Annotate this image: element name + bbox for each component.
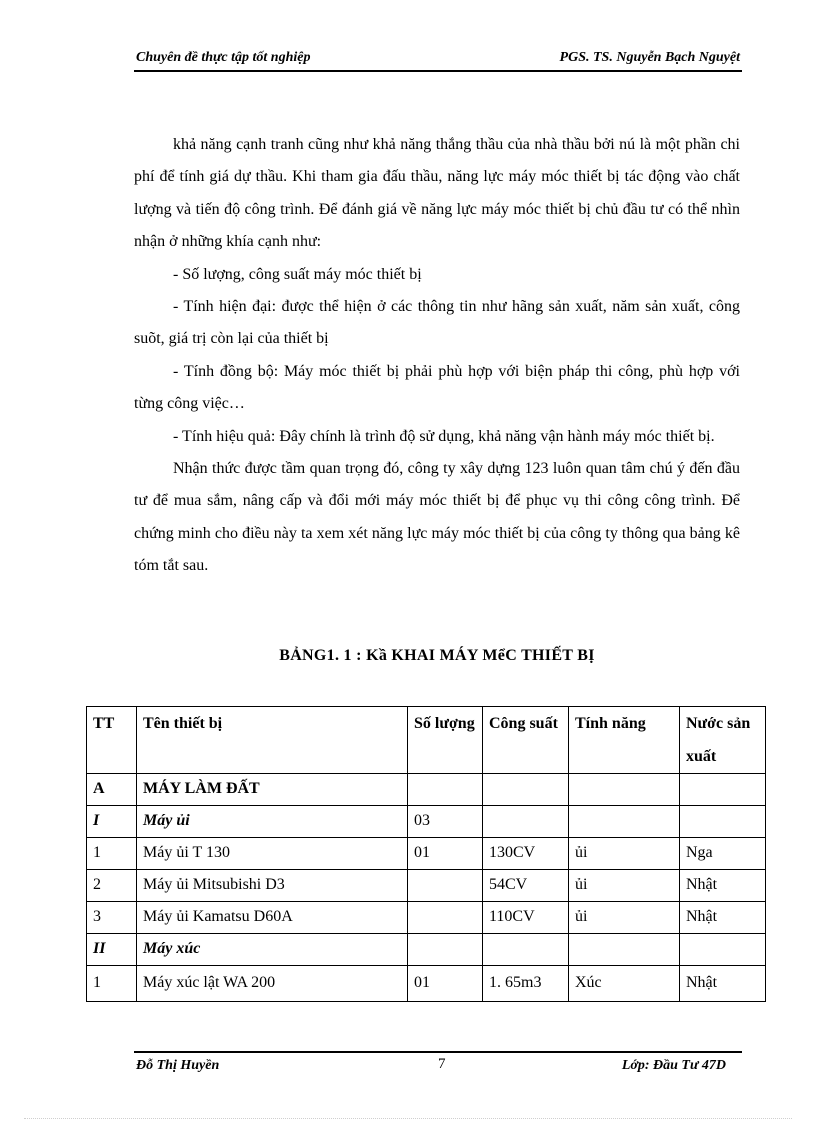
cell-tt: 3 <box>87 902 137 934</box>
cell-country <box>680 934 766 966</box>
paragraph-efficiency: - Tính hiệu quả: Đây chính là trình độ sử dụng, khả năng vận hành máy móc thiết bị. <box>173 427 715 445</box>
header-tt: TT <box>87 707 137 774</box>
cell-name: MÁY LÀM ĐẤT <box>137 774 408 806</box>
cell-qty: 01 <box>408 838 483 870</box>
table-row <box>87 838 766 870</box>
table-row <box>87 966 766 1002</box>
cell-feature: Xúc <box>569 966 680 1002</box>
cell-tt: A <box>87 774 137 806</box>
cell-power <box>483 774 569 806</box>
page-bottom-dotted-line <box>24 1118 792 1119</box>
cell-qty: 03 <box>408 806 483 838</box>
cell-feature: ủi <box>569 838 680 870</box>
cell-country <box>680 774 766 806</box>
cell-power: 1. 65m3 <box>483 966 569 1002</box>
paragraph-synchronicity: - Tính đồng bộ: Máy móc thiết bị phải phù hợp với biện pháp thi công, phù hợp với từng công việc… <box>134 362 740 413</box>
cell-power: 110CV <box>483 902 569 934</box>
table-row <box>87 806 766 838</box>
cell-tt: 1 <box>87 838 137 870</box>
cell-qty <box>408 774 483 806</box>
page-footer <box>134 1051 742 1083</box>
page-header <box>134 48 742 72</box>
table-title: BẢNG1. 1 : Kầ KHAI MÁY MểC THIẾT BỊ <box>279 647 595 664</box>
cell-qty <box>408 934 483 966</box>
equipment-table <box>86 706 766 1002</box>
cell-tt: 2 <box>87 870 137 902</box>
header-country: Nước sản xuất <box>680 707 766 774</box>
cell-feature: ủi <box>569 902 680 934</box>
page-number: 7 <box>438 1056 446 1072</box>
footer-class: Lớp: Đầu Tư 47D <box>621 1058 726 1073</box>
cell-tt: I <box>87 806 137 838</box>
header-quantity: Số lượng <box>408 707 483 774</box>
cell-feature: ủi <box>569 870 680 902</box>
table-header-row <box>87 707 766 774</box>
paragraph-competitiveness: khả năng cạnh tranh cũng như khả năng thắng thầu của nhà thầu bởi nú là một phần chi phí để tính giá dự thầu. Khi tham gia đấu thầu, năng lực máy móc thiết bị tác động vào chất lượng và tiến độ công trình. Để đánh giá về năng lực máy móc thiết bị chủ đầu tư có thể nhìn nhận ở những khía cạnh như: <box>134 136 740 251</box>
cell-country: Nga <box>680 838 766 870</box>
cell-power: 130CV <box>483 838 569 870</box>
body-text <box>134 129 740 583</box>
header-equipment-name: Tên thiết bị <box>137 707 408 774</box>
cell-power <box>483 806 569 838</box>
cell-country: Nhật <box>680 966 766 1002</box>
table-row <box>87 870 766 902</box>
header-power: Công suất <box>483 707 569 774</box>
header-feature: Tính năng <box>569 707 680 774</box>
cell-country <box>680 806 766 838</box>
table-row <box>87 774 766 806</box>
cell-name: Máy ủi <box>137 806 408 838</box>
cell-tt: 1 <box>87 966 137 1002</box>
cell-feature <box>569 806 680 838</box>
cell-name: Máy ủi Mitsubishi D3 <box>137 870 408 902</box>
cell-qty: 01 <box>408 966 483 1002</box>
header-thesis-title: Chuyên đề thực tập tốt nghiệp <box>136 50 311 65</box>
cell-name: Máy ủi T 130 <box>137 838 408 870</box>
cell-country: Nhật <box>680 870 766 902</box>
footer-author: Đỗ Thị Huyền <box>136 1058 220 1073</box>
paragraph-modernity: - Tính hiện đại: được thể hiện ở các thông tin như hãng sản xuất, năm sản xuất, công suõt, giá trị còn lại của thiết bị <box>134 298 740 348</box>
cell-qty <box>408 902 483 934</box>
cell-power: 54CV <box>483 870 569 902</box>
paragraph-awareness: Nhận thức được tầm quan trọng đó, công ty xây dựng 123 luôn quan tâm chú ý đến đầu tư để mua sắm, nâng cấp và đổi mới máy móc thiết bị để phục vụ thi công công trình. Để chứng minh cho điều này ta xem xét năng lực máy móc thiết bị của công ty thông qua bảng kê tóm tắt sau. <box>134 460 740 575</box>
cell-feature <box>569 774 680 806</box>
cell-name: Máy xúc lật WA 200 <box>137 966 408 1002</box>
cell-qty <box>408 870 483 902</box>
table-row <box>87 902 766 934</box>
table-row <box>87 934 766 966</box>
cell-country: Nhật <box>680 902 766 934</box>
cell-name: Máy xúc <box>137 934 408 966</box>
header-supervisor: PGS. TS. Nguyễn Bạch Nguyệt <box>559 50 740 65</box>
cell-power <box>483 934 569 966</box>
cell-feature <box>569 934 680 966</box>
paragraph-quantity: - Số lượng, công suất máy móc thiết bị <box>173 265 422 283</box>
cell-tt: II <box>87 934 137 966</box>
cell-name: Máy ủi Kamatsu D60A <box>137 902 408 934</box>
